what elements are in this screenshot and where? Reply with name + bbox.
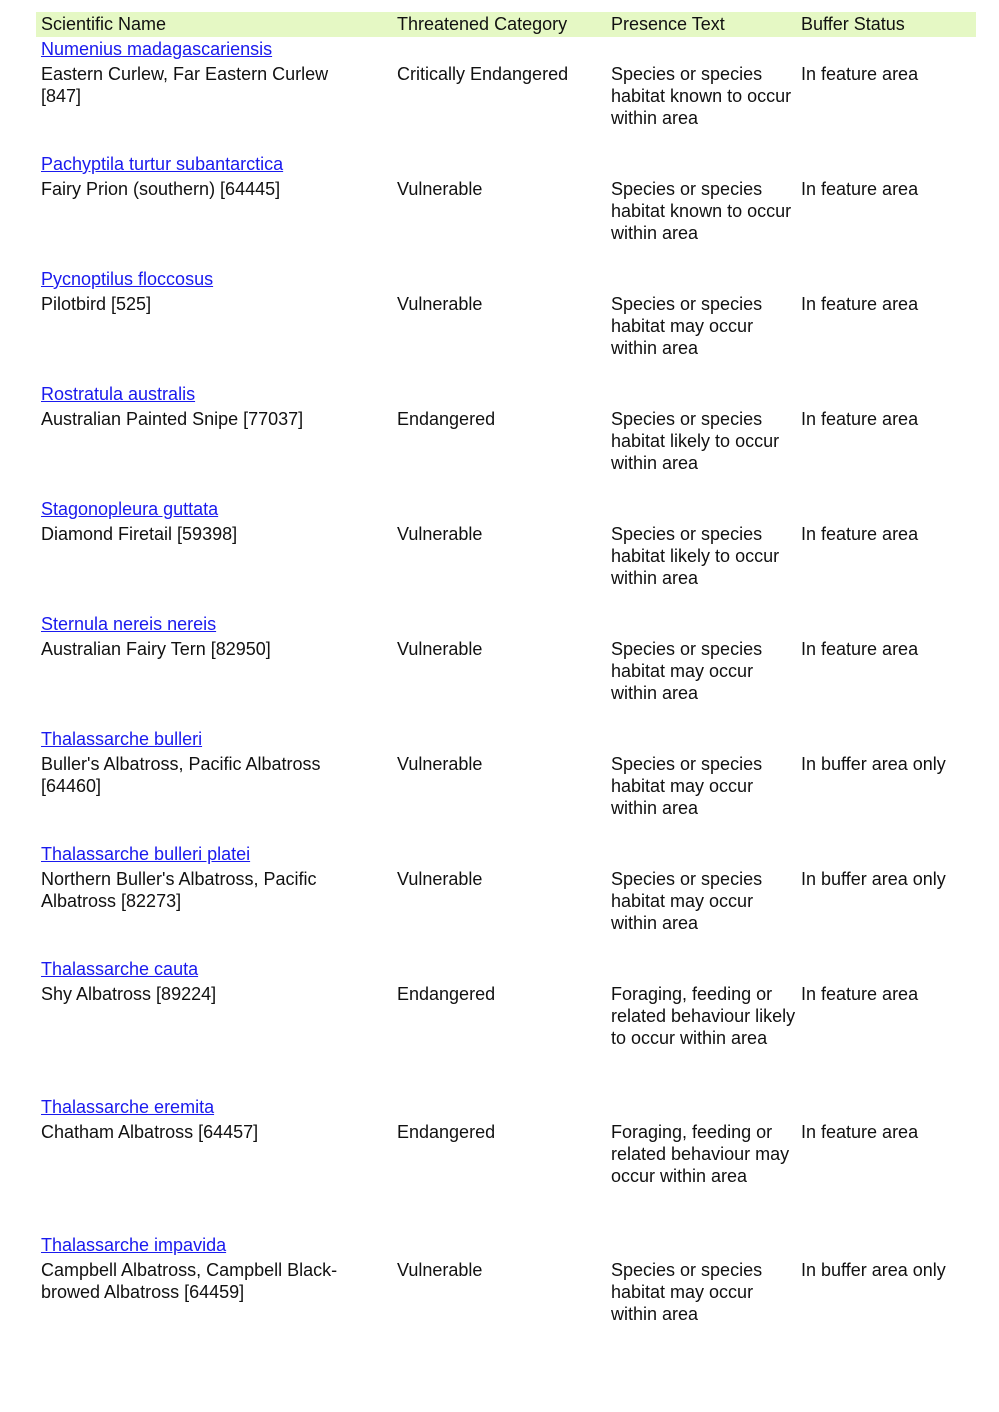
scientific-name-link[interactable]: Thalassarche cauta (41, 959, 199, 979)
scientific-name-link[interactable]: Pachyptila turtur subantarctica (41, 154, 284, 174)
header-scientific-name: Scientific Name (41, 14, 167, 34)
threatened-category: Endangered (397, 409, 496, 429)
presence-text: Species or species habitat known to occur within area (611, 179, 792, 243)
scientific-name-link[interactable]: Thalassarche impavida (41, 1235, 227, 1255)
buffer-status: In buffer area only (801, 869, 946, 889)
threatened-category: Endangered (397, 1122, 496, 1142)
header-presence-text: Presence Text (611, 14, 725, 34)
presence-text: Species or species habitat may occur within area (611, 869, 763, 933)
buffer-status: In feature area (801, 64, 919, 84)
common-name: Australian Fairy Tern [82950] (41, 639, 271, 659)
buffer-status: In feature area (801, 639, 919, 659)
presence-text: Species or species habitat may occur within area (611, 1260, 763, 1324)
buffer-status: In feature area (801, 524, 919, 544)
threatened-category: Vulnerable (397, 294, 483, 314)
buffer-status: In feature area (801, 409, 919, 429)
presence-text: Foraging, feeding or related behaviour likely to occur within area (611, 984, 796, 1048)
threatened-category: Critically Endangered (397, 64, 569, 84)
presence-text: Species or species habitat known to occur within area (611, 64, 792, 128)
threatened-category: Vulnerable (397, 639, 483, 659)
header-buffer-status: Buffer Status (801, 14, 905, 34)
threatened-category: Vulnerable (397, 869, 483, 889)
scientific-name-link[interactable]: Sternula nereis nereis (41, 614, 217, 634)
scientific-name-link[interactable]: Pycnoptilus floccosus (41, 269, 214, 289)
threatened-category: Endangered (397, 984, 496, 1004)
presence-text: Species or species habitat likely to occur within area (611, 524, 780, 588)
presence-text: Foraging, feeding or related behaviour may occur within area (611, 1122, 790, 1186)
scientific-name-link[interactable]: Numenius madagascariensis (41, 39, 273, 59)
scientific-name-link[interactable]: Rostratula australis (41, 384, 196, 404)
scientific-name-link[interactable]: Thalassarche eremita (41, 1097, 215, 1117)
common-name: Eastern Curlew, Far Eastern Curlew [847] (41, 64, 329, 106)
threatened-category: Vulnerable (397, 524, 483, 544)
common-name: Diamond Firetail [59398] (41, 524, 238, 544)
threatened-category: Vulnerable (397, 179, 483, 199)
common-name: Chatham Albatross [64457] (41, 1122, 259, 1142)
threatened-category: Vulnerable (397, 754, 483, 774)
common-name: Campbell Albatross, Campbell Black-browed Albatross [64459] (41, 1260, 338, 1302)
presence-text: Species or species habitat likely to occur within area (611, 409, 780, 473)
buffer-status: In buffer area only (801, 754, 946, 774)
scientific-name-link[interactable]: Thalassarche bulleri platei (41, 844, 251, 864)
common-name: Northern Buller's Albatross, Pacific Albatross [82273] (41, 869, 317, 911)
common-name: Australian Painted Snipe [77037] (41, 409, 304, 429)
presence-text: Species or species habitat may occur within area (611, 639, 763, 703)
header-threatened-category: Threatened Category (397, 14, 568, 34)
buffer-status: In feature area (801, 294, 919, 314)
common-name: Pilotbird [525] (41, 294, 152, 314)
common-name: Shy Albatross [89224] (41, 984, 217, 1004)
common-name: Fairy Prion (southern) [64445] (41, 179, 281, 199)
table-header (36, 12, 976, 37)
buffer-status: In feature area (801, 179, 919, 199)
presence-text: Species or species habitat may occur within area (611, 754, 763, 818)
buffer-status: In buffer area only (801, 1260, 946, 1280)
scientific-name-link[interactable]: Thalassarche bulleri (41, 729, 203, 749)
presence-text: Species or species habitat may occur within area (611, 294, 763, 358)
common-name: Buller's Albatross, Pacific Albatross [64460] (41, 754, 321, 796)
threatened-category: Vulnerable (397, 1260, 483, 1280)
buffer-status: In feature area (801, 984, 919, 1004)
buffer-status: In feature area (801, 1122, 919, 1142)
scientific-name-link[interactable]: Stagonopleura guttata (41, 499, 219, 519)
